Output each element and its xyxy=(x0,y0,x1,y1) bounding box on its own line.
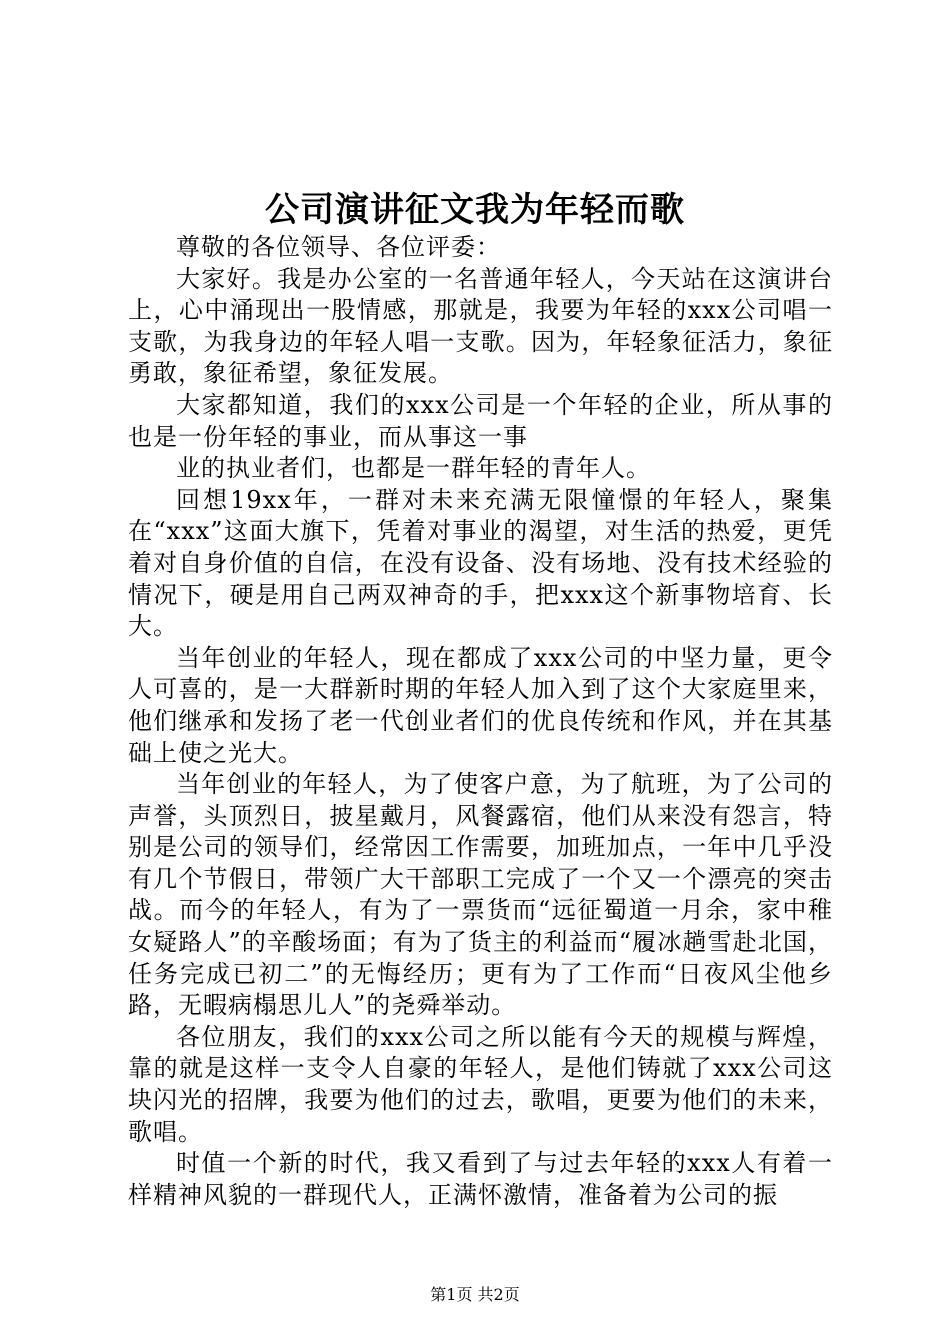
document-body xyxy=(128,232,833,1211)
paragraph: 各位朋友，我们的xxx公司之所以能有今天的规模与辉煌，靠的就是这样一支令人自豪的年轻人，是他们铸就了xxx公司这块闪光的招牌，我要为他们的过去，歌唱，更要为他们的未来，歌唱。 xyxy=(128,1022,833,1146)
paragraph: 当年创业的年轻人，为了使客户意，为了航班，为了公司的声誉，头顶烈日，披星戴月，风餐露宿，他们从来没有怨言，特别是公司的领导们，经常因工作需要，加班加点，一年中几乎没有几个节假日，带领广大干部职工完成了一个又一个漂亮的突击战。而今的年轻人，有为了一票货而“远征蜀道一月余，家中稚女疑路人”的辛酸场面；有为了货主的利益而“履冰趟雪赴北国，任务完成已初二”的无悔经历；更有为了工作而“日夜风尘他乡路，无暇病榻思儿人”的尧舜举动。 xyxy=(128,770,833,1020)
paragraph: 业的执业者们，也都是一群年轻的青年人。 xyxy=(176,454,651,483)
paragraph: 回想19xx年，一群对未来充满无限憧憬的年轻人，聚集在“xxx”这面大旗下，凭着对事业的渴望，对生活的热爱，更凭着对自身价值的自信，在没有设备、没有场地、没有技术经验的情况下，硬是用自己两双神奇的手，把xxx这个新事物培育、长大。 xyxy=(128,485,833,641)
document-title: 公司演讲征文我为年轻而歌 xyxy=(265,190,685,230)
page-footer: 第1页 共2页 xyxy=(430,1285,520,1304)
paragraph-salutation: 尊敬的各位领导、各位评委： xyxy=(176,233,501,261)
paragraph: 时值一个新的时代，我又看到了与过去年轻的xxx人有着一样精神风貌的一群现代人，正满怀激情，准备着为公司的振 xyxy=(128,1149,833,1209)
paragraph: 当年创业的年轻人，现在都成了xxx公司的中坚力量，更令人可喜的，是一大群新时期的年轻人加入到了这个大家庭里来，他们继承和发扬了老一代创业者们的优良传统和作风，并在其基础上使之光大。 xyxy=(128,643,833,767)
paragraph: 大家都知道，我们的xxx公司是一个年轻的企业，所从事的也是一份年轻的事业，而从事这一事 xyxy=(128,390,833,451)
paragraph: 大家好。我是办公室的一名普通年轻人，今天站在这演讲台上，心中涌现出一股情感，那就是，我要为年轻的xxx公司唱一支歌，为我身边的年轻人唱一支歌。因为，年轻象征活力，象征勇敢，象征希望，象征发展。 xyxy=(128,264,833,388)
